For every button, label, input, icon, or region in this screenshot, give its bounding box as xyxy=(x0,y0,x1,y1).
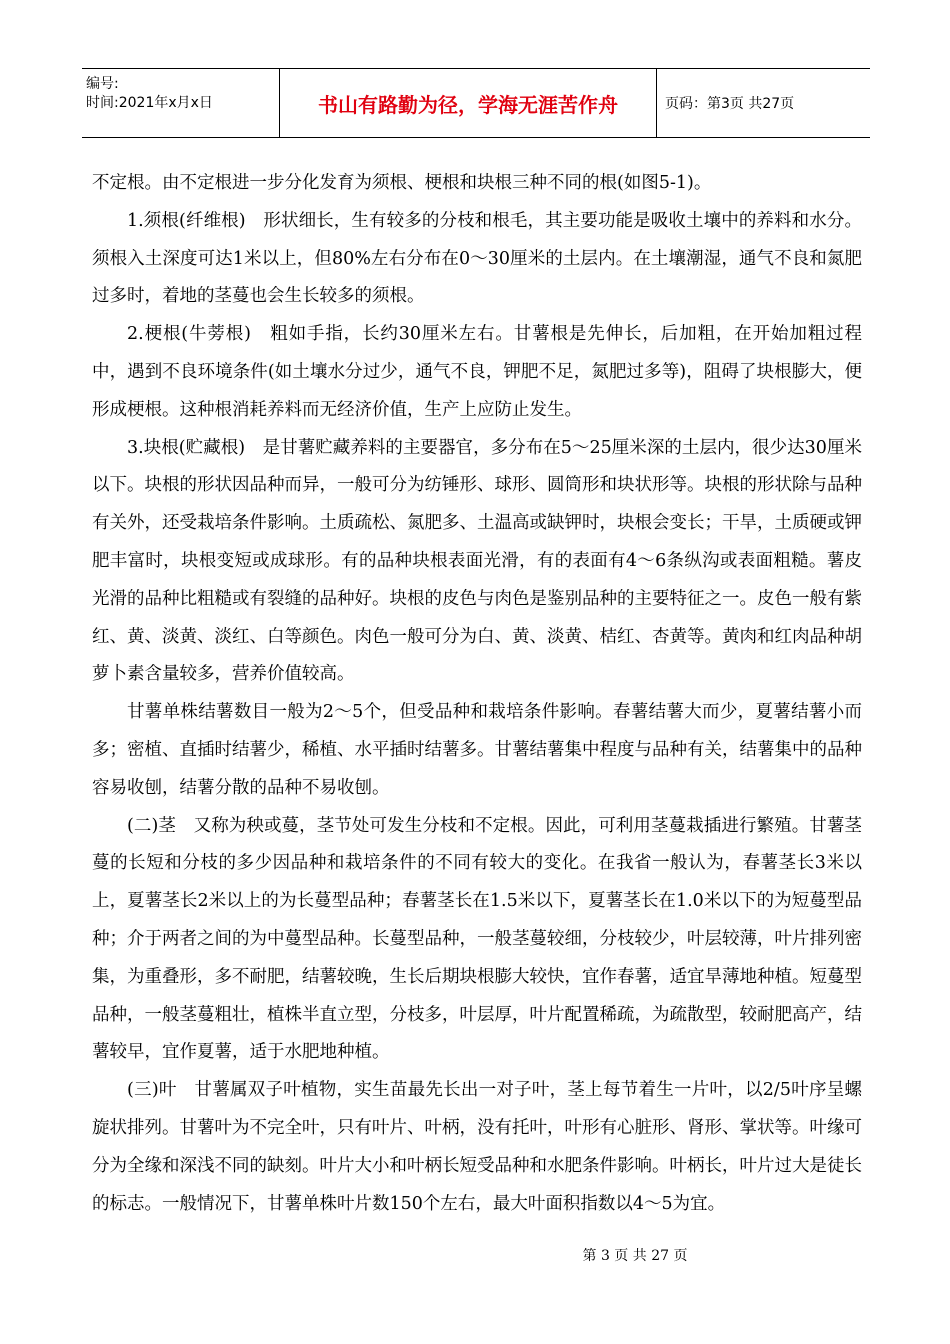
header-motto: 书山有路勤为径，学海无涯苦作舟 xyxy=(280,69,657,137)
page-header xyxy=(82,68,870,138)
header-page-info: 页码：第3页 共27页 xyxy=(665,96,795,112)
document-body xyxy=(92,165,862,1223)
paragraph: (三)叶 甘薯属双子叶植物，实生苗最先长出一对子叶，茎上每节着生一片叶，以2/5叶序呈螺旋状排列。甘薯叶为不完全叶，只有叶片、叶柄，没有托叶，叶形有心脏形、肾形、掌状等。叶缘可分为全缘和深浅不同的缺刻。叶片大小和叶柄长短受品种和水肥条件影响。叶柄长，叶片过大是徒长的标志。一般情况下，甘薯单株叶片数150个左右，最大叶面积指数以4～5为宜。 xyxy=(92,1080,862,1214)
paragraph: 甘薯单株结薯数目一般为2～5个，但受品种和栽培条件影响。春薯结薯大而少，夏薯结薯小而多；密植、直插时结薯少，稀植、水平插时结薯多。甘薯结薯集中程度与品种有关，结薯集中的品种容易收刨，结薯分散的品种不易收刨。 xyxy=(92,702,862,798)
number-label: 编号: xyxy=(86,76,119,92)
header-meta xyxy=(82,69,280,137)
time-label: 时间:2021年x月x日 xyxy=(86,95,213,111)
paragraph: 2.梗根(牛蒡根) 粗如手指，长约30厘米左右。甘薯根是先伸长，后加粗，在开始加粗过程中，遇到不良环境条件(如土壤水分过少，通气不良，钾肥不足，氮肥过多等)，阻碍了块根膨大，便形成梗根。这种根消耗养料而无经济价值，生产上应防止发生。 xyxy=(92,324,862,420)
page-footer: 第 3 页 共 27 页 xyxy=(582,1248,688,1264)
paragraph: 不定根。由不定根进一步分化发育为须根、梗根和块根三种不同的根(如图5-1)。 xyxy=(92,173,712,193)
paragraph: (二)茎 又称为秧或蔓，茎节处可发生分枝和不定根。因此，可利用茎蔓栽插进行繁殖。甘薯茎蔓的长短和分枝的多少因品种和栽培条件的不同有较大的变化。在我省一般认为，春薯茎长3米以上，夏薯茎长2米以上的为长蔓型品种；春薯茎长在1.5米以下，夏薯茎长在1.0米以下的为短蔓型品种；介于两者之间的为中蔓型品种。长蔓型品种，一般茎蔓较细，分枝较少，叶层较薄，叶片排列密集，为重叠形，多不耐肥，结薯较晚，生长后期块根膨大较快，宜作春薯，适宜旱薄地种植。短蔓型品种，一般茎蔓粗壮，植株半直立型，分枝多，叶层厚，叶片配置稀疏，为疏散型，较耐肥高产，结薯较早，宜作夏薯，适于水肥地种植。 xyxy=(92,815,862,1063)
paragraph: 3.块根(贮藏根) 是甘薯贮藏养料的主要器官，多分布在5～25厘米深的土层内，很少达30厘米以下。块根的形状因品种而异，一般可分为纺锤形、球形、圆筒形和块状形等。块根的形状除与品种有关外，还受栽培条件影响。土质疏松、氮肥多、土温高或缺钾时，块根会变长；干旱，土质硬或钾肥丰富时，块根变短或成球形。有的品种块根表面光滑，有的表面有4～6条纵沟或表面粗糙。薯皮光滑的品种比粗糙或有裂缝的品种好。块根的皮色与肉色是鉴别品种的主要特征之一。皮色一般有紫红、黄、淡黄、淡红、白等颜色。肉色一般可分为白、黄、淡黄、桔红、杏黄等。黄肉和红肉品种胡萝卜素含量较多，营养价值较高。 xyxy=(92,437,862,685)
paragraph: 1.须根(纤维根) 形状细长，生有较多的分枝和根毛，其主要功能是吸收土壤中的养料和水分。须根入土深度可达1米以上，但80%左右分布在0～30厘米的土层内。在土壤潮湿，通气不良和氮肥过多时，着地的茎蔓也会生长较多的须根。 xyxy=(92,210,862,307)
